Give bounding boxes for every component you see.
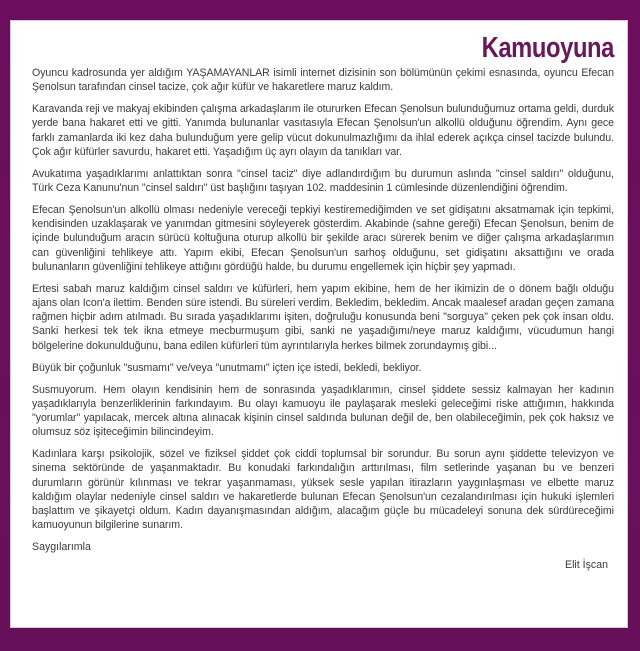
paragraph-4: Efecan Şenolsun'un alkollü olması nedeniyle vereceği tepkiyi kestiremediğimden ve set gidişatını aksatmamak için tepkimi, kendisinden uzaklaşarak ve yanımdan gitmesini söyleyerek gösterdim. Akabinde (sahne gereği) Efecan Şenolsun, benim de içinde bulunduğum aracın sürücü koltuğuna oturup alkollü bir şekilde aracı sürerek benim ve diğer çalışma arkadaşlarımın can güvenliğini tehlikeye attı. Yapım ekibi, Efecan Şenolsun'un sarhoş olduğunu, set gidişatını aksattığını ve orada bulunanların güvenliğini tehlikeye attığını gördüğü halde, bu durumu engellemek için hiçbir şey yapmadı.: [32, 204, 614, 273]
closing-salutation: Saygılarımla: [32, 541, 91, 554]
paragraph-8: Kadınlara karşı psikolojik, sözel ve fiziksel şiddet çok ciddi toplumsal bir sorundur. Bu sorun aynı şiddette televizyon ve sinema sektöründe de yaşanmaktadır. Bu konudaki farkındalığın arttırılması, film setlerinde yaşanan bu ve benzeri durumların görünür kılınması ve tekrar yaşanmaması, yüksek sesle yapılan itirazların yaygınlaşması ve elbette maruz kaldığım olaylar nedeniyle cinsel saldırı ve hakaretlerde bulunan Efecan Şenolsun'un cezalandırılması için hukuki işlemleri başlattım ve şikayetçi oldum. Kadın dayanışmasından aldığım, alacağım güçle bu mücadeleyi sonuna dek sürdüreceğimi kamuoyunun bilgilerine sunarım.: [32, 448, 614, 532]
paragraph-1: Oyuncu kadrosunda yer aldığım YAŞAMAYANLAR isimli internet dizisinin son bölümünün çekimi esnasında, oyuncu Efecan Şenolsun tarafından cinsel tacize, çok ağır küfür ve hakaretlere maruz kaldım.: [32, 67, 614, 94]
paragraph-7: Susmuyorum. Hem olayın kendisinin hem de sonrasında yaşadıklarımın, cinsel şiddete sessiz kalmayan her kadının yaşadıklarıyla benzerliklerinin farkındayım. Bu olayı kamuoyu ile paylaşarak mesleki geleceğimi riske attığımın, hakkında "yorumlar" yapılacak, mercek altına alınacak kişinin cinsel saldırıda bulunan değil de, ben olabileceğimin, pek çok haksız ve olumsuz söz işiteceğimin bilincindeyim.: [32, 383, 614, 439]
paragraph-3: Avukatıma yaşadıklarımı anlattıktan sonra "cinsel taciz" diye adlandırdığım bu durumun aslında "cinsel saldırı" olduğunu, Türk Ceza Kanunu'nun "cinsel saldırı" üst başlığını taşıyan 102. maddesinin 1 cümlesinde düzenlendiğini öğrendim.: [32, 167, 614, 195]
paragraph-5: Ertesi sabah maruz kaldığım cinsel saldırı ve küfürleri, hem yapım ekibine, hem de her ikimizin de o dönem bağlı olduğu ajans olan Icon'a ilettim. Benden süre istendi. Bu süreleri verdim. Bekledim, bekledim. Ancak maalesef aradan geçen zamana rağmen hiçbir adım atılmadı. Bu sırada yaşadıklarımı işiten, doğruluğu konusunda beni "sorguya" çeken pek çok insan oldu. Sanki herkesi tek tek ikna etmeye mecburmuşum gibi, sanki ne yaşadığımı/neye maruz kaldığımı, vücudumun hangi bölgelerine dokunulduğunu, bana edilen küfürleri tüm ayrıntılarıyla herkes bilmek zorundaymış gibi...: [32, 282, 614, 352]
signature: Elit İşcan: [565, 559, 608, 572]
paragraph-2: Karavanda reji ve makyaj ekibinden çalışma arkadaşlarım ile otururken Efecan Şenolsun bulunduğumuz ortama geldi, durduk yerde bana hakaret etti ve gitti. Yanımda bulunanlar vasıtasıyla Efecan Şenolsun'un alkollü olduğunu öğrendim. Aynı gece farklı zamanlarda iki kez daha bulunduğum yere gelip vücut dokunulmazlığımı da ihlal ederek açıkça cinsel tacizde bulundu. Çok ağır küfürler savurdu, hakaret etti. Yaşadığım üç ayrı olayın da tanıkları var.: [32, 103, 614, 158]
paragraph-6: Büyük bir çoğunluk "susmamı" ve/veya "unutmamı" içten içe istedi, bekledi, bekliyor.: [32, 361, 422, 374]
statement-document: [10, 20, 628, 628]
document-title: Kamuoyuna: [481, 32, 614, 64]
